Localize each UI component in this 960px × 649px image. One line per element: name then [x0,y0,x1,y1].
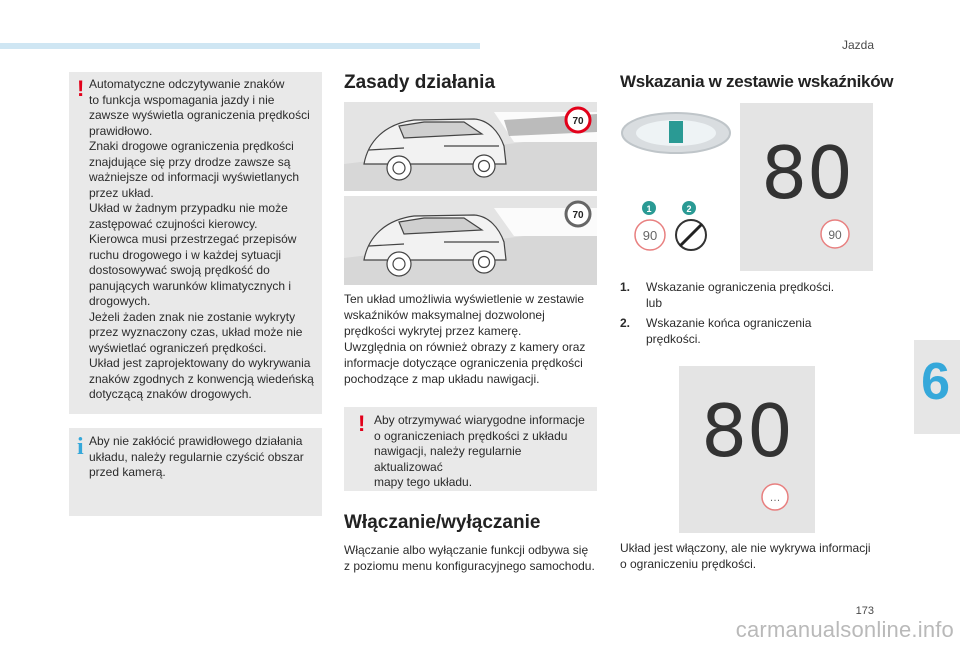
text-line: znajdujące się przy drodze zawsze są [89,154,291,169]
warning-icon-middle: ! [358,411,366,436]
text-line: ruchu drogowego i w każdej sytuacji [89,247,282,262]
sign-value-2: 70 [572,210,584,221]
sign-value-1: 70 [572,116,584,127]
text-line: Układ jest zaprojektowany do wykrywania [89,356,311,370]
text-line: Włączanie albo wyłączanie funkcji odbywa się [344,543,589,557]
text-line: z poziomu menu konfiguracyjnego samochodu. [344,559,595,573]
no-info-text [620,540,890,572]
chapter-title: Jazda [841,38,874,52]
car-camera-figure-1 [344,102,597,191]
section-heading-indications: Wskazania w zestawie wskaźników [620,72,894,91]
text-line: lub [646,295,663,310]
section-heading-onoff: Włączanie/wyłączanie [344,512,541,533]
text-line: drogowych. [89,294,151,308]
car-sign-illustration-1 [344,102,597,191]
text-line: Uwzględnia on również obrazy z kamery oraz [344,340,586,354]
text-line: Jeżeli żaden znak nie zostanie wykryty [89,309,296,324]
callout-2: 2 [686,204,692,214]
text-line: Automatyczne odczytywanie znaków [89,77,285,91]
text-line: przed kamerą. [89,465,166,479]
text-line: informacje dotyczące ograniczenia prędkości [344,356,583,370]
cluster-illustration-2 [679,366,815,533]
list-item-text [646,280,834,311]
text-line: o ograniczeniu prędkości. [620,557,757,571]
text-line: mapy tego układu. [374,475,473,489]
cluster-illustration [620,103,873,271]
indications-list [620,280,880,352]
watermark: carmanualsonline.info [735,617,954,642]
text-line: o ograniczeniach prędkości z układu [374,428,568,443]
info-icon: i [77,434,84,460]
text-line: zastępować czujności kierowcy. [89,216,258,231]
car-sign-illustration-2 [344,196,597,285]
car-camera-figure-2 [344,196,597,285]
text-line: Ten układ umożliwia wyświetlenie w zestawie [344,292,585,306]
text-line: prędkości wykrytej przez kamerę. [344,324,522,338]
text-line: Wskazanie końca ograniczenia [646,316,812,330]
text-line: przez układ. [89,185,154,200]
text-line: Wskazanie ograniczenia prędkości. [646,280,835,294]
text-line: panujących warunków klimatycznych i [89,278,292,293]
text-line: Aby nie zakłócić prawidłowego działania [89,434,303,448]
text-line: znaków zgodnych z konwencją wiedeńską [89,371,314,386]
list-item-number: 2. [620,316,631,330]
warning-box-left [69,72,322,414]
list-item-number: 1. [620,280,631,294]
limit-placeholder: … [769,492,781,504]
top-accent-bar [0,43,480,49]
text-line: układu, należy regularnie czyścić obszar [89,449,304,464]
cluster-figure-2 [679,366,815,533]
text-line: Układ jest włączony, ale nie wykrywa informacji [620,541,871,555]
text-line: ważniejsze od informacji wyświetlanych [89,170,300,184]
text-line: prędkości. [646,331,701,346]
cluster-speed-2: 80 [701,389,793,473]
warning-box-middle [344,407,597,491]
limit-right: 90 [828,228,842,242]
text-line: Znaki drogowe ograniczenia prędkości [89,139,294,153]
cluster-speed: 80 [761,131,853,215]
callout-1: 1 [646,204,652,214]
chapter-number: 6 [921,353,950,411]
text-line: to funkcja wspomagania jazdy i nie [89,92,275,107]
warning-text [89,77,316,403]
limit-left: 90 [642,228,658,243]
list-item [620,280,880,311]
text-line: zawsze wyświetla ograniczenia prędkości [89,108,310,122]
text-line: pochodzące z map układu nawigacji. [344,372,540,386]
warning-icon: ! [77,76,85,101]
info-box-left [69,428,322,516]
cluster-figure [620,103,873,271]
warning-text-middle [374,413,591,491]
text-line: prawidłowo. [89,123,153,138]
text-line: Układ w żadnym przypadku nie może [89,201,288,215]
list-item [620,316,880,347]
text-line: Aby otrzymywać wiarygodne informacje [374,413,585,427]
text-line: dostosowywać swoją prędkość do [89,263,270,277]
text-line: przez wyznaczony czas, układ może nie [89,325,303,339]
info-text [89,434,316,481]
list-item-text [646,316,811,347]
principles-text [344,291,604,387]
text-line: nawigacji, należy regularnie aktualizować [374,444,522,474]
onoff-text [344,542,604,574]
page-number: 173 [855,605,874,617]
text-line: wskaźników maksymalnej dozwolonej [344,308,545,322]
text-line: Kierowca musi przestrzegać przepisów [89,232,297,246]
text-line: wyświetlać ograniczeń prędkości. [89,340,267,355]
section-heading-principles: Zasady działania [344,72,496,93]
text-line: dotyczącą znaków drogowych. [89,387,252,401]
